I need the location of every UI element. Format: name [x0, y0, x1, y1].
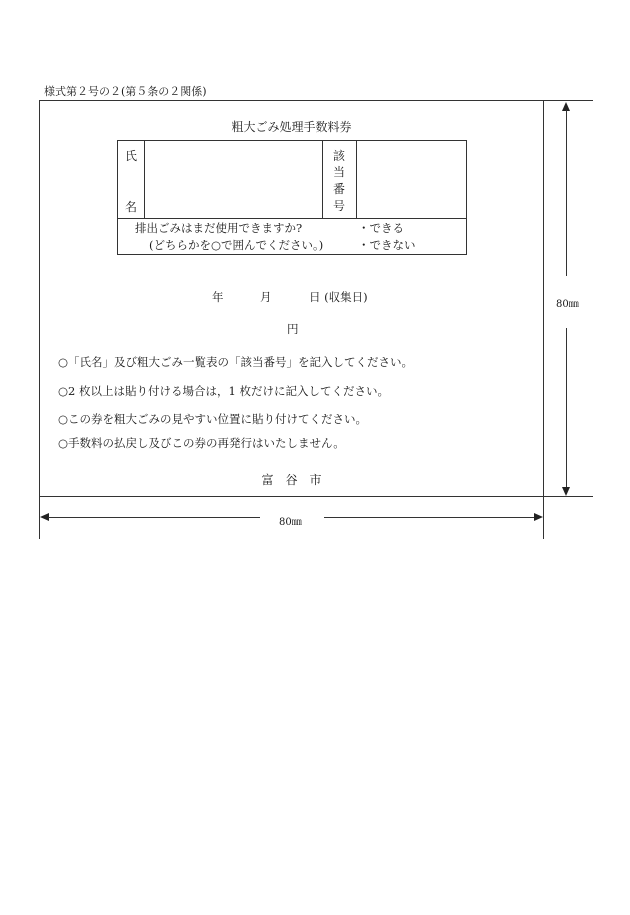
name-label-top: 氏: [125, 149, 138, 163]
date-year-label: 年: [212, 290, 224, 304]
date-month-label: 月: [260, 290, 272, 304]
ticket-frame: [39, 100, 544, 497]
number-label-char: 当: [333, 165, 346, 179]
question-text: 排出ごみはまだ使用できますか?: [135, 221, 303, 235]
question-instruction: (どちらかを○で囲んでください。): [149, 238, 324, 252]
fee-yen-label: 円: [287, 322, 299, 336]
note-item: ○2 枚以上は貼り付ける場合は，1 枚だけに記入してください。: [58, 384, 389, 398]
arrow-right-icon: [534, 513, 543, 521]
dimension-extension-line: [543, 497, 544, 539]
note-item: ○この券を粗大ごみの見やすい位置に貼り付けてください。: [58, 412, 368, 426]
number-label-char: 該: [333, 149, 346, 163]
width-dimension-line: [324, 517, 534, 518]
number-label-char: 号: [333, 199, 346, 213]
note-item: ○「氏名」及び粗大ごみ一覧表の「該当番号」を記入してください。: [58, 355, 414, 369]
note-item: ○手数料の払戻し及びこの券の再発行はいたしません。: [58, 436, 345, 450]
form-label: 様式第２号の２(第５条の２関係): [44, 85, 207, 98]
option-no[interactable]: ・できない: [358, 238, 416, 252]
number-field[interactable]: [357, 141, 466, 218]
width-dimension-line: [48, 517, 260, 518]
height-dimension-line: [566, 110, 567, 276]
ticket-title: 粗大ごみ処理手数料券: [231, 120, 352, 134]
height-dimension-line: [566, 328, 567, 488]
issuer-city: 富 谷 市: [261, 473, 322, 487]
width-dimension-label: 80㎜: [279, 517, 302, 528]
table-divider: [118, 218, 466, 219]
name-label-bottom: 名: [125, 200, 138, 214]
height-dimension-label: 80㎜: [556, 299, 579, 310]
date-day-label: 日 (収集日): [309, 290, 368, 304]
dimension-extension-line: [544, 496, 593, 497]
name-number-table: [117, 140, 467, 255]
table-divider: [322, 141, 323, 218]
dimension-extension-line: [544, 100, 593, 101]
name-field[interactable]: [145, 141, 322, 218]
arrow-down-icon: [562, 487, 570, 496]
option-yes[interactable]: ・できる: [358, 221, 404, 235]
number-label-char: 番: [333, 182, 346, 196]
